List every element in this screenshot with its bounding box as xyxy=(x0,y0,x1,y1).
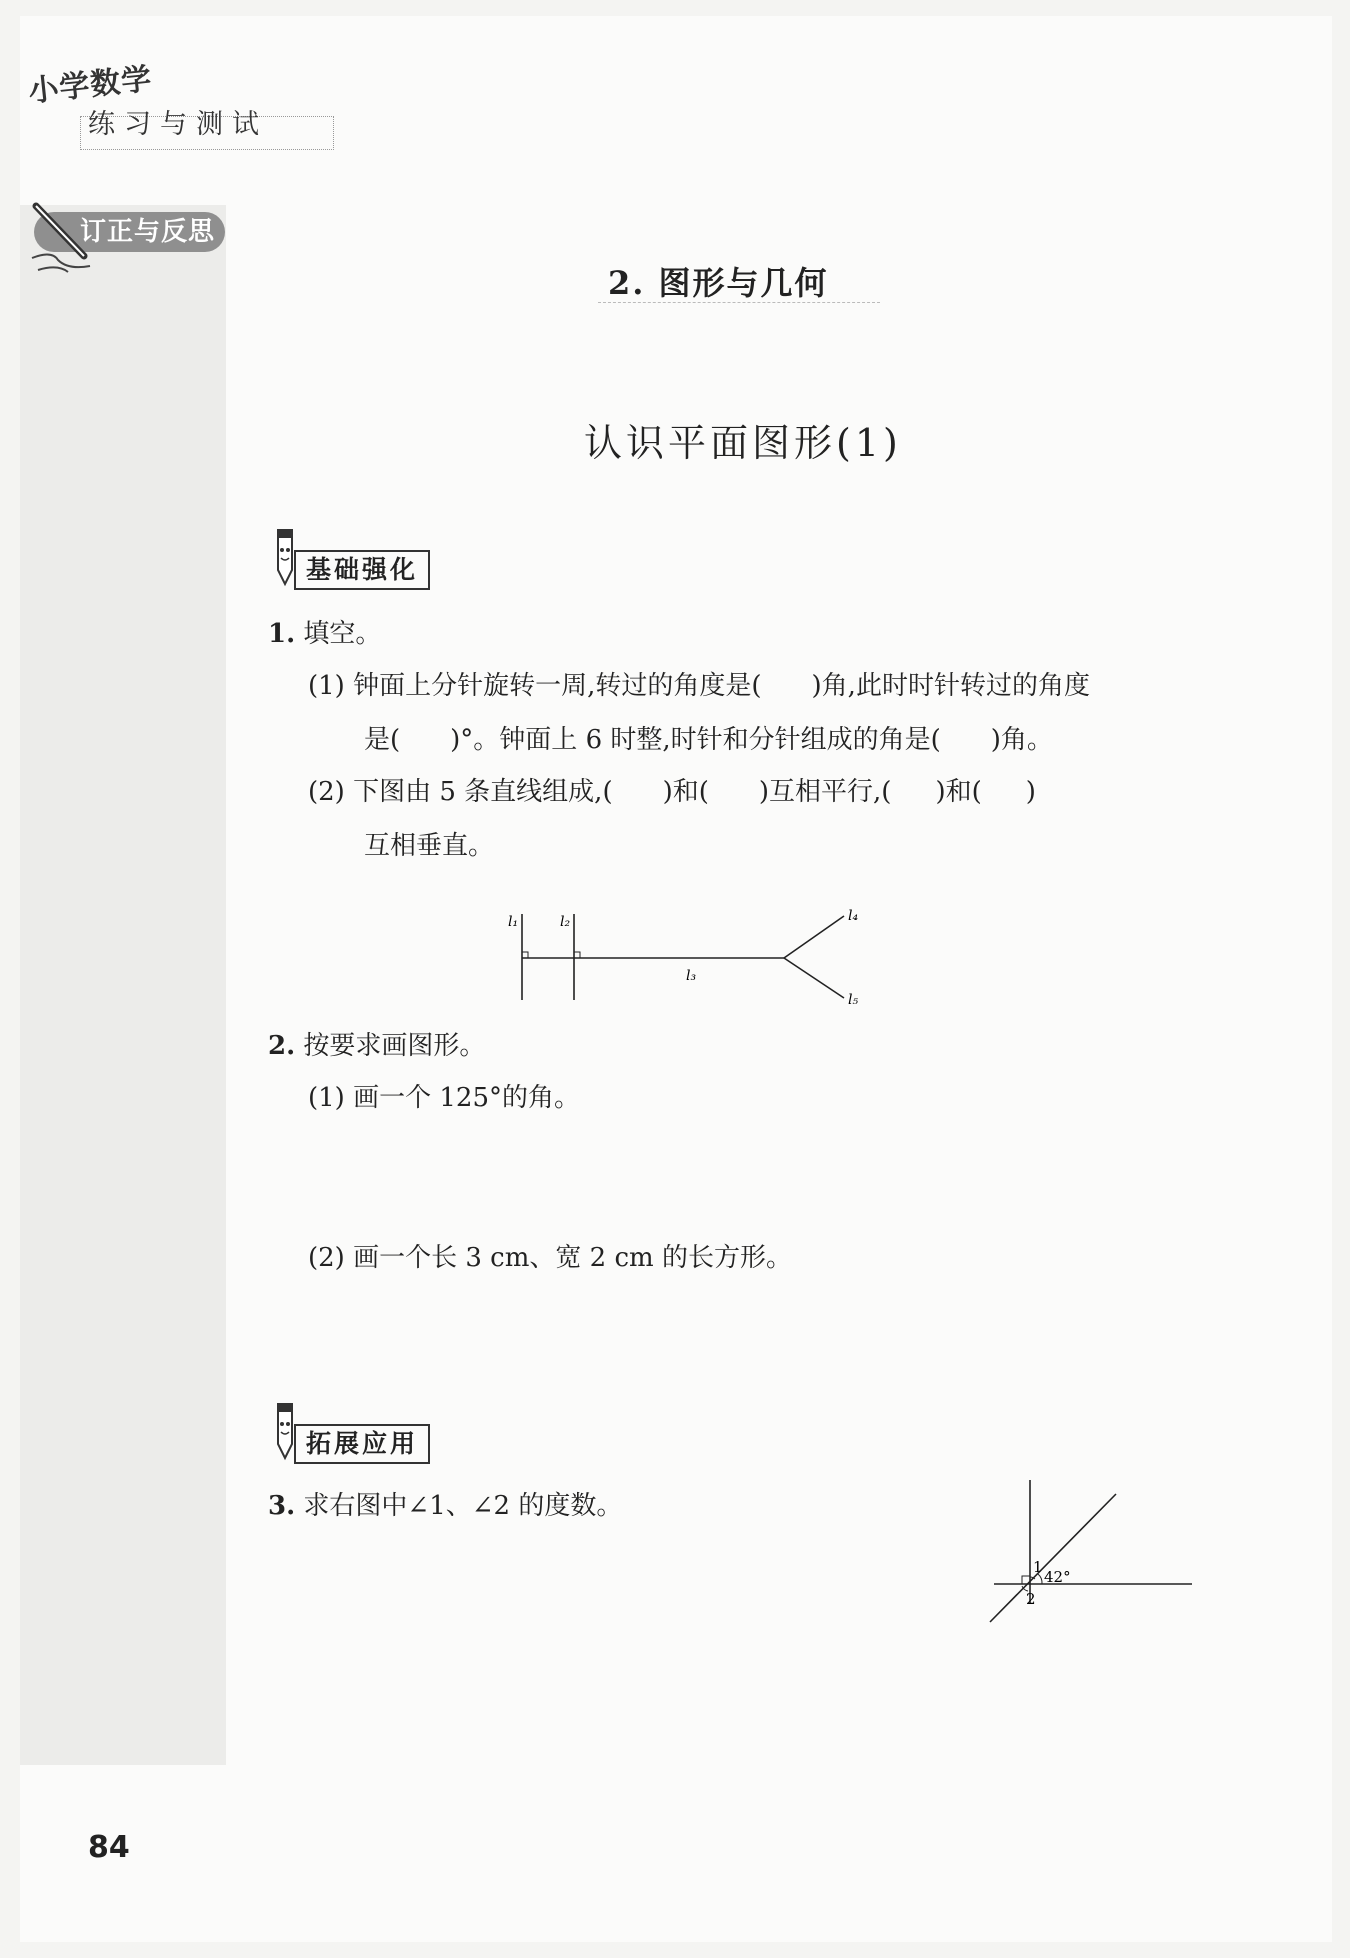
label-l3: l₃ xyxy=(686,968,697,984)
question-text: 按要求画图形。 xyxy=(303,1031,486,1061)
reflection-label: 订正与反思 xyxy=(34,212,225,252)
q1-part2-line1 xyxy=(308,776,1036,808)
question-text: 求右图中∠1、∠2 的度数。 xyxy=(303,1491,623,1521)
q1-part2-line2: 互相垂直。 xyxy=(364,831,495,861)
series-subtitle: 练习与测试 xyxy=(88,109,268,140)
q2-part2 xyxy=(308,1242,792,1274)
pen-icon xyxy=(28,200,98,280)
line-l5 xyxy=(784,958,844,998)
right-angle-mark xyxy=(522,952,528,958)
chapter-underline xyxy=(598,302,880,303)
part-label: (2) xyxy=(308,777,345,807)
angle-2-label: 2 xyxy=(1026,1590,1036,1608)
diagonal-line xyxy=(990,1494,1116,1622)
chapter-title xyxy=(608,258,829,304)
label-l1: l₁ xyxy=(508,914,519,930)
lines-figure xyxy=(500,900,880,1020)
correction-sidebar xyxy=(20,205,226,1765)
question-text: 填空。 xyxy=(303,619,382,649)
q1-p1-text-d: )°。钟面上 6 时整,时针和分针组成的角是( xyxy=(450,725,941,755)
section-extended: 拓展应用 xyxy=(294,1424,430,1464)
q1-p2-text-e: ) xyxy=(1025,777,1036,807)
question-number: 1. xyxy=(268,619,296,649)
q1-p2-text-c: )互相平行,( xyxy=(758,777,892,807)
label-l4: l₄ xyxy=(848,908,859,924)
question-1 xyxy=(268,618,381,650)
q2-p2-text: 画一个长 3 cm、宽 2 cm 的长方形。 xyxy=(353,1243,792,1273)
q2-part1 xyxy=(308,1082,580,1114)
question-3 xyxy=(268,1490,622,1522)
right-angle-mark xyxy=(574,952,580,958)
q1-p1-text-a: 钟面上分针旋转一周,转过的角度是( xyxy=(353,671,762,701)
page-number: 84 xyxy=(88,1830,130,1865)
q1-part1-line2 xyxy=(364,724,1053,756)
label-l5: l₅ xyxy=(848,992,859,1008)
part-label: (2) xyxy=(308,1243,345,1273)
question-number: 2. xyxy=(268,1031,296,1061)
q1-p2-text-a: 下图由 5 条直线组成,( xyxy=(353,777,613,807)
chapter-number: 2. xyxy=(608,264,646,302)
q1-part1-line1 xyxy=(308,670,1090,702)
lesson-title: 认识平面图形(1) xyxy=(584,421,902,465)
question-2 xyxy=(268,1030,485,1062)
q1-p1-text-e: )角。 xyxy=(990,725,1053,755)
label-l2: l₂ xyxy=(560,914,571,930)
part-label: (1) xyxy=(308,671,345,701)
q1-p2-text-d: )和( xyxy=(935,777,982,807)
q1-p2-text-b: )和( xyxy=(662,777,709,807)
line-l4 xyxy=(784,916,844,958)
part-label: (1) xyxy=(308,1083,345,1113)
q1-p1-text-b: )角,此时时针转过的角度 xyxy=(811,671,1090,701)
chapter-name: 图形与几何 xyxy=(658,264,829,302)
angle-42-label: 42° xyxy=(1044,1568,1071,1586)
q2-p1-text: 画一个 125°的角。 xyxy=(353,1083,581,1113)
angles-figure xyxy=(980,1474,1200,1634)
section-basic: 基础强化 xyxy=(294,550,430,590)
series-title: 小学数学 xyxy=(26,61,154,110)
angle-1-label: 1 xyxy=(1033,1558,1043,1576)
question-number: 3. xyxy=(268,1491,296,1521)
q1-p1-text-c: 是( xyxy=(364,725,401,755)
